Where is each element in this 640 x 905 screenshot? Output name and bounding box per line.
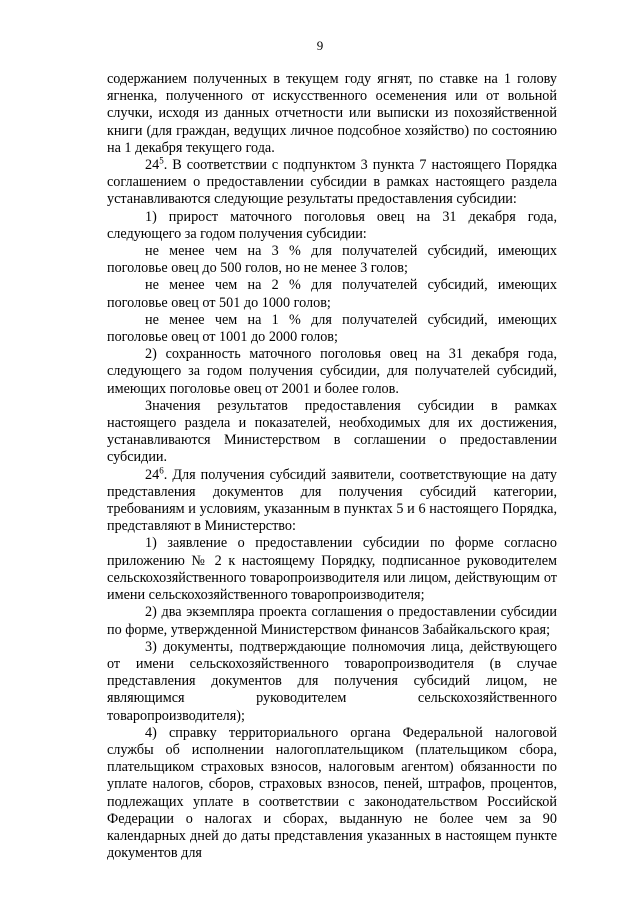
paragraph-text: 2) сохранность маточного поголовья овец на 31 декабря года, следующего за годом получения субсидии, для получателей субсидий, имеющих поголовье овец от 2001 и более голов. <box>107 346 557 397</box>
paragraph-clause-24-6 <box>107 464 557 536</box>
paragraph-text: 4) справку территориального органа Федеральной налоговой службы об исполнении налогоплательщиком (плательщиком сбора, плательщиком страховых взносов, налоговым агентом) обязанности по уплате налогов, сборов, страховых взносов, пеней, штрафов, процентов, подлежащих уплате в соответствии с законодательством Российской Федерации о налогах и сборах, выданную не более чем за 90 календарных дней до даты представления указанных в настоящем пункте документов для <box>107 724 557 862</box>
paragraph-subitem-1-percent <box>107 312 557 346</box>
paragraph-text: 3) документы, подтверждающие полномочия лица, действующего от имени сельскохозяйственного товаропроизводителя (в случае представления документов для получения субсидий лицом, не являющимся руководителем сельскохозяйственного товаропроизводителя); <box>107 638 557 724</box>
paragraph-continuation <box>107 71 557 157</box>
paragraph-text: 2) два экземпляра проекта соглашения о предоставлении субсидии по форме, утвержденной Министерством финансов Забайкальского края; <box>107 604 557 638</box>
clause-superscript: 6 <box>159 464 164 475</box>
paragraph-text: не менее чем на 2 % для получателей субсидий, имеющих поголовье овец от 501 до 1000 голов; <box>107 277 557 311</box>
paragraph-text: 1) прирост маточного поголовья овец на 31 декабря года, следующего за годом получения субсидии: <box>107 208 557 242</box>
paragraph-text: не менее чем на 3 % для получателей субсидий, имеющих поголовье овец до 500 голов, но не менее 3 голов; <box>107 243 557 277</box>
paragraph-text: Значения результатов предоставления субсидии в рамках настоящего раздела и показателей, необходимых для их достижения, устанавливаются Министерством в соглашении о предоставлении субсидии. <box>107 397 557 466</box>
paragraph-clause-24-5 <box>107 157 557 209</box>
clause-superscript: 5 <box>159 155 164 166</box>
paragraph-text: не менее чем на 1 % для получателей субсидий, имеющих поголовье овец от 1001 до 2000 голов; <box>107 311 557 346</box>
paragraph-result-values <box>107 398 557 467</box>
paragraph-item-1 <box>107 209 557 243</box>
paragraph-item-2 <box>107 346 557 398</box>
paragraph-text: . Для получения субсидий заявители, соответствующие на дату представления документов для получения субсидий категории, требованиям и условиям, указанным в пунктах 5 и 6 настоящего Порядка, представляют в Министерство: <box>107 466 557 535</box>
page-number: 9 <box>316 38 324 53</box>
paragraph-text: содержанием полученных в текущем году ягнят, по ставке на 1 голову ягненка, полученного от искусственного осеменения или от вольной случки, исходя из данных отчетности или выписки из похозяйственной книги (для граждан, ведущих личное подсобное хозяйство) по состоянию на 1 декабря текущего года. <box>107 71 557 156</box>
paragraph-doc-item-4 <box>107 725 557 863</box>
paragraph-doc-item-3 <box>107 639 557 725</box>
document-body <box>107 71 557 862</box>
clause-number: $24^5$ <box>145 155 164 174</box>
paragraph-text: 1) заявление о предоставлении субсидии по форме согласно приложению № 2 к настоящему Порядку, подписанное руководителем сельскохозяйственного товаропроизводителя или лицом, действующим от имени сельскохозяйственного товаропроизводителя; <box>107 535 557 604</box>
paragraph-doc-item-1 <box>107 535 557 604</box>
paragraph-subitem-3-percent <box>107 243 557 277</box>
clause-number: $24^6$ <box>145 464 164 483</box>
paragraph-subitem-2-percent <box>107 277 557 311</box>
paragraph-text: . В соответствии с подпунктом 3 пункта 7 настоящего Порядка соглашением о предоставлении субсидии в рамках настоящего раздела устанавливаются следующие результаты предоставления субсидии: <box>107 157 557 208</box>
paragraph-doc-item-2 <box>107 604 557 638</box>
